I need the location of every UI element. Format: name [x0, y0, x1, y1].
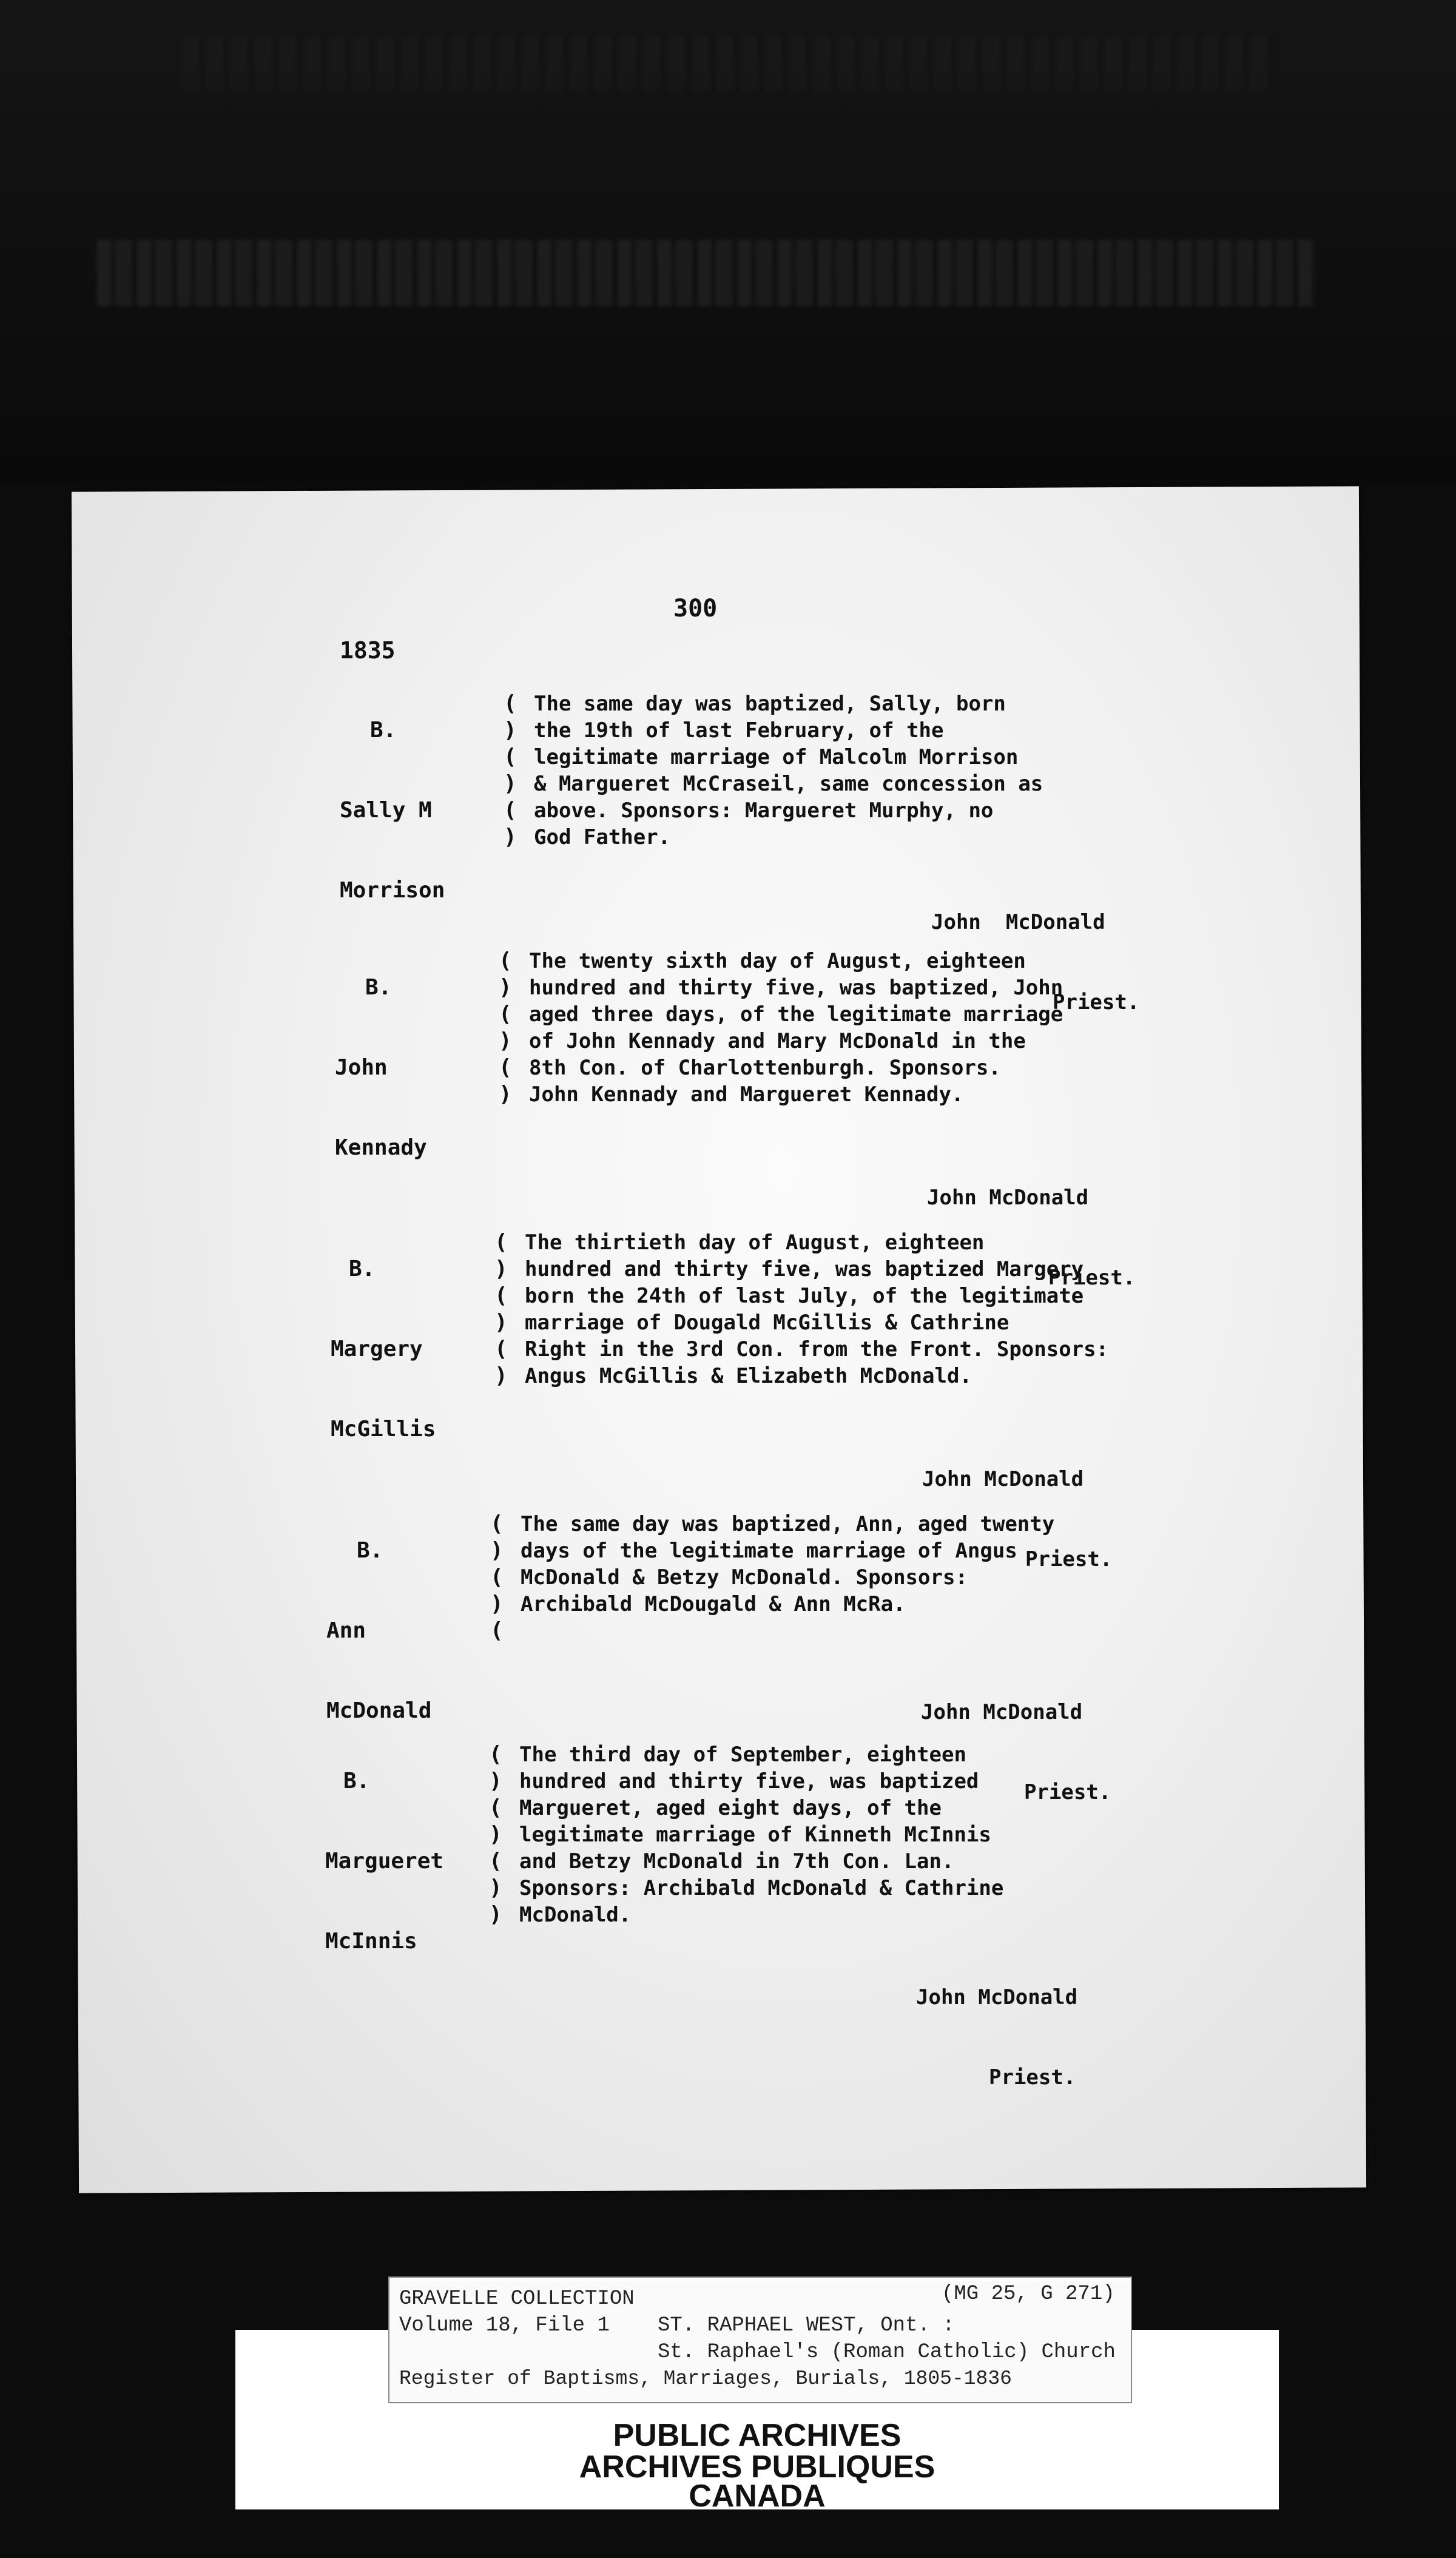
entry-label	[340, 664, 445, 957]
entry-line: Margueret, aged eight days, of the	[519, 1796, 942, 1820]
entry-text	[519, 1741, 1003, 1928]
entry-line: John Kennady and Margueret Kennady.	[529, 1082, 964, 1107]
entry-line: Sponsors: Archibald McDonald & Cathrine	[519, 1876, 1004, 1900]
entry-brackets: ( ) ( ) ( )	[499, 948, 512, 1107]
signature-name: John McDonald	[922, 1467, 1084, 1491]
church-name: St. Raphael's (Roman Catholic) Church	[658, 2341, 1116, 2364]
parish-place: ST. RAPHAEL WEST, Ont. :	[658, 2314, 955, 2337]
entry-text	[521, 1511, 1054, 1618]
signature-title: Priest.	[1048, 1266, 1136, 1290]
entry-label-surname: Morrison	[340, 878, 445, 903]
collection-reference: (MG 25, G 271)	[942, 2283, 1115, 2306]
entry-label-given-name: Sally M	[340, 798, 432, 823]
entry-label-type: B.	[370, 718, 397, 743]
entry-line: Archibald McDougald & Ann McRa.	[521, 1592, 906, 1616]
entry-line: of John Kennady and Mary McDonald in the	[529, 1029, 1026, 1053]
entry-brackets: ( ) ( ) ( )	[494, 1230, 508, 1388]
entry-line: The third day of September, eighteen	[519, 1743, 966, 1767]
priest-signature	[916, 1931, 1077, 2144]
entry-line: The twenty sixth day of August, eighteen	[529, 949, 1026, 973]
entry-label-surname: McGillis	[331, 1417, 436, 1442]
entry-line: legitimate marriage of Malcolm Morrison	[534, 745, 1019, 769]
entry-label-surname: Kennady	[335, 1135, 427, 1160]
entry-line: hundred and thirty five, was baptized, John	[529, 976, 1063, 1000]
entry-line: Angus McGillis & Elizabeth McDonald.	[525, 1364, 972, 1388]
signature-title: Priest.	[1025, 1547, 1113, 1571]
signature-name: John McDonald	[921, 1700, 1083, 1724]
signature-name: John McDonald	[931, 910, 1105, 934]
entry-line: born the 24th of last July, of the legitimate	[525, 1284, 1084, 1308]
entry-brackets: ( ) ( ) ( ) )	[489, 1742, 502, 1927]
entry-label-surname: McDonald	[326, 1698, 432, 1723]
entry-text	[534, 690, 1043, 851]
entry-label	[335, 921, 427, 1215]
entry-label-type: B.	[357, 1538, 383, 1563]
archive-stamp-line-english: PUBLIC ARCHIVES	[613, 2418, 902, 2453]
entry-line: 8th Con. of Charlottenburgh. Sponsors.	[529, 1056, 1001, 1080]
entry-line: aged three days, of the legitimate marriage	[529, 1002, 1063, 1027]
entry-line: hundred and thirty five, was baptized	[519, 1769, 979, 1794]
faded-bleed-through	[182, 36, 1274, 91]
entry-line: McDonald.	[519, 1903, 632, 1927]
signature-title: Priest.	[1053, 990, 1140, 1014]
entry-line: The same day was baptized, Ann, aged twenty	[521, 1512, 1055, 1536]
entry-label-given-name: John	[335, 1055, 388, 1080]
entry-line: McDonald & Betzy McDonald. Sponsors:	[521, 1565, 968, 1590]
entry-label-given-name: Margery	[331, 1337, 423, 1362]
entry-line: The same day was baptized, Sally, born	[534, 692, 1006, 716]
signature-title: Priest.	[1024, 1780, 1111, 1804]
entry-label-given-name: Ann	[326, 1618, 366, 1643]
entry-label-surname: McInnis	[325, 1929, 417, 1954]
entry-brackets: ( ) ( ) (	[490, 1511, 504, 1643]
entry-line: hundred and thirty five, was baptized Margery	[525, 1257, 1084, 1281]
entry-label-type: B.	[343, 1769, 370, 1794]
entry-line: & Margueret McCraseil, same concession as	[534, 772, 1043, 796]
entry-line: God Father.	[534, 825, 671, 849]
entry-line: marriage of Dougald McGillis & Cathrine	[525, 1311, 1009, 1335]
entry-label	[325, 1715, 443, 2008]
collection-name: GRAVELLE COLLECTION	[399, 2287, 635, 2310]
collection-label	[388, 2276, 1132, 2403]
faded-bleed-through-text	[97, 240, 1316, 306]
entry-line: legitimate marriage of Kinneth McInnis	[519, 1823, 991, 1847]
archive-stamp-line-country: CANADA	[689, 2479, 826, 2514]
entry-label-given-name: Margueret	[325, 1849, 444, 1874]
entry-label	[331, 1203, 436, 1496]
entry-line: Right in the 3rd Con. from the Front. Sponsors:	[525, 1337, 1109, 1362]
signature-name: John McDonald	[916, 1985, 1078, 2010]
entry-line: the 19th of last February, of the	[534, 718, 944, 743]
signature-name: John McDonald	[927, 1186, 1089, 1210]
entry-line: The thirtieth day of August, eighteen	[525, 1230, 985, 1255]
entry-brackets: ( ) ( ) ( )	[504, 691, 517, 849]
entry-line: and Betzy McDonald in 7th Con. Lan.	[519, 1849, 954, 1874]
signature-title: Priest.	[989, 2065, 1076, 2090]
archive-stamp-line-french: ARCHIVES PUBLIQUES	[579, 2449, 935, 2485]
entry-line: days of the legitimate marriage of Angus	[521, 1539, 1017, 1563]
entry-label-type: B.	[365, 975, 392, 1000]
register-title: Register of Baptisms, Marriages, Burials, 1805-1836	[399, 2367, 1012, 2390]
entry-line: above. Sponsors: Margueret Murphy, no	[534, 798, 994, 823]
volume-file: Volume 18, File 1	[399, 2314, 610, 2337]
entry-text	[525, 1229, 1108, 1389]
entry-text	[529, 948, 1063, 1108]
entry-label-type: B.	[349, 1257, 376, 1281]
page-number: 300	[673, 595, 718, 623]
register-year: 1835	[340, 637, 396, 664]
